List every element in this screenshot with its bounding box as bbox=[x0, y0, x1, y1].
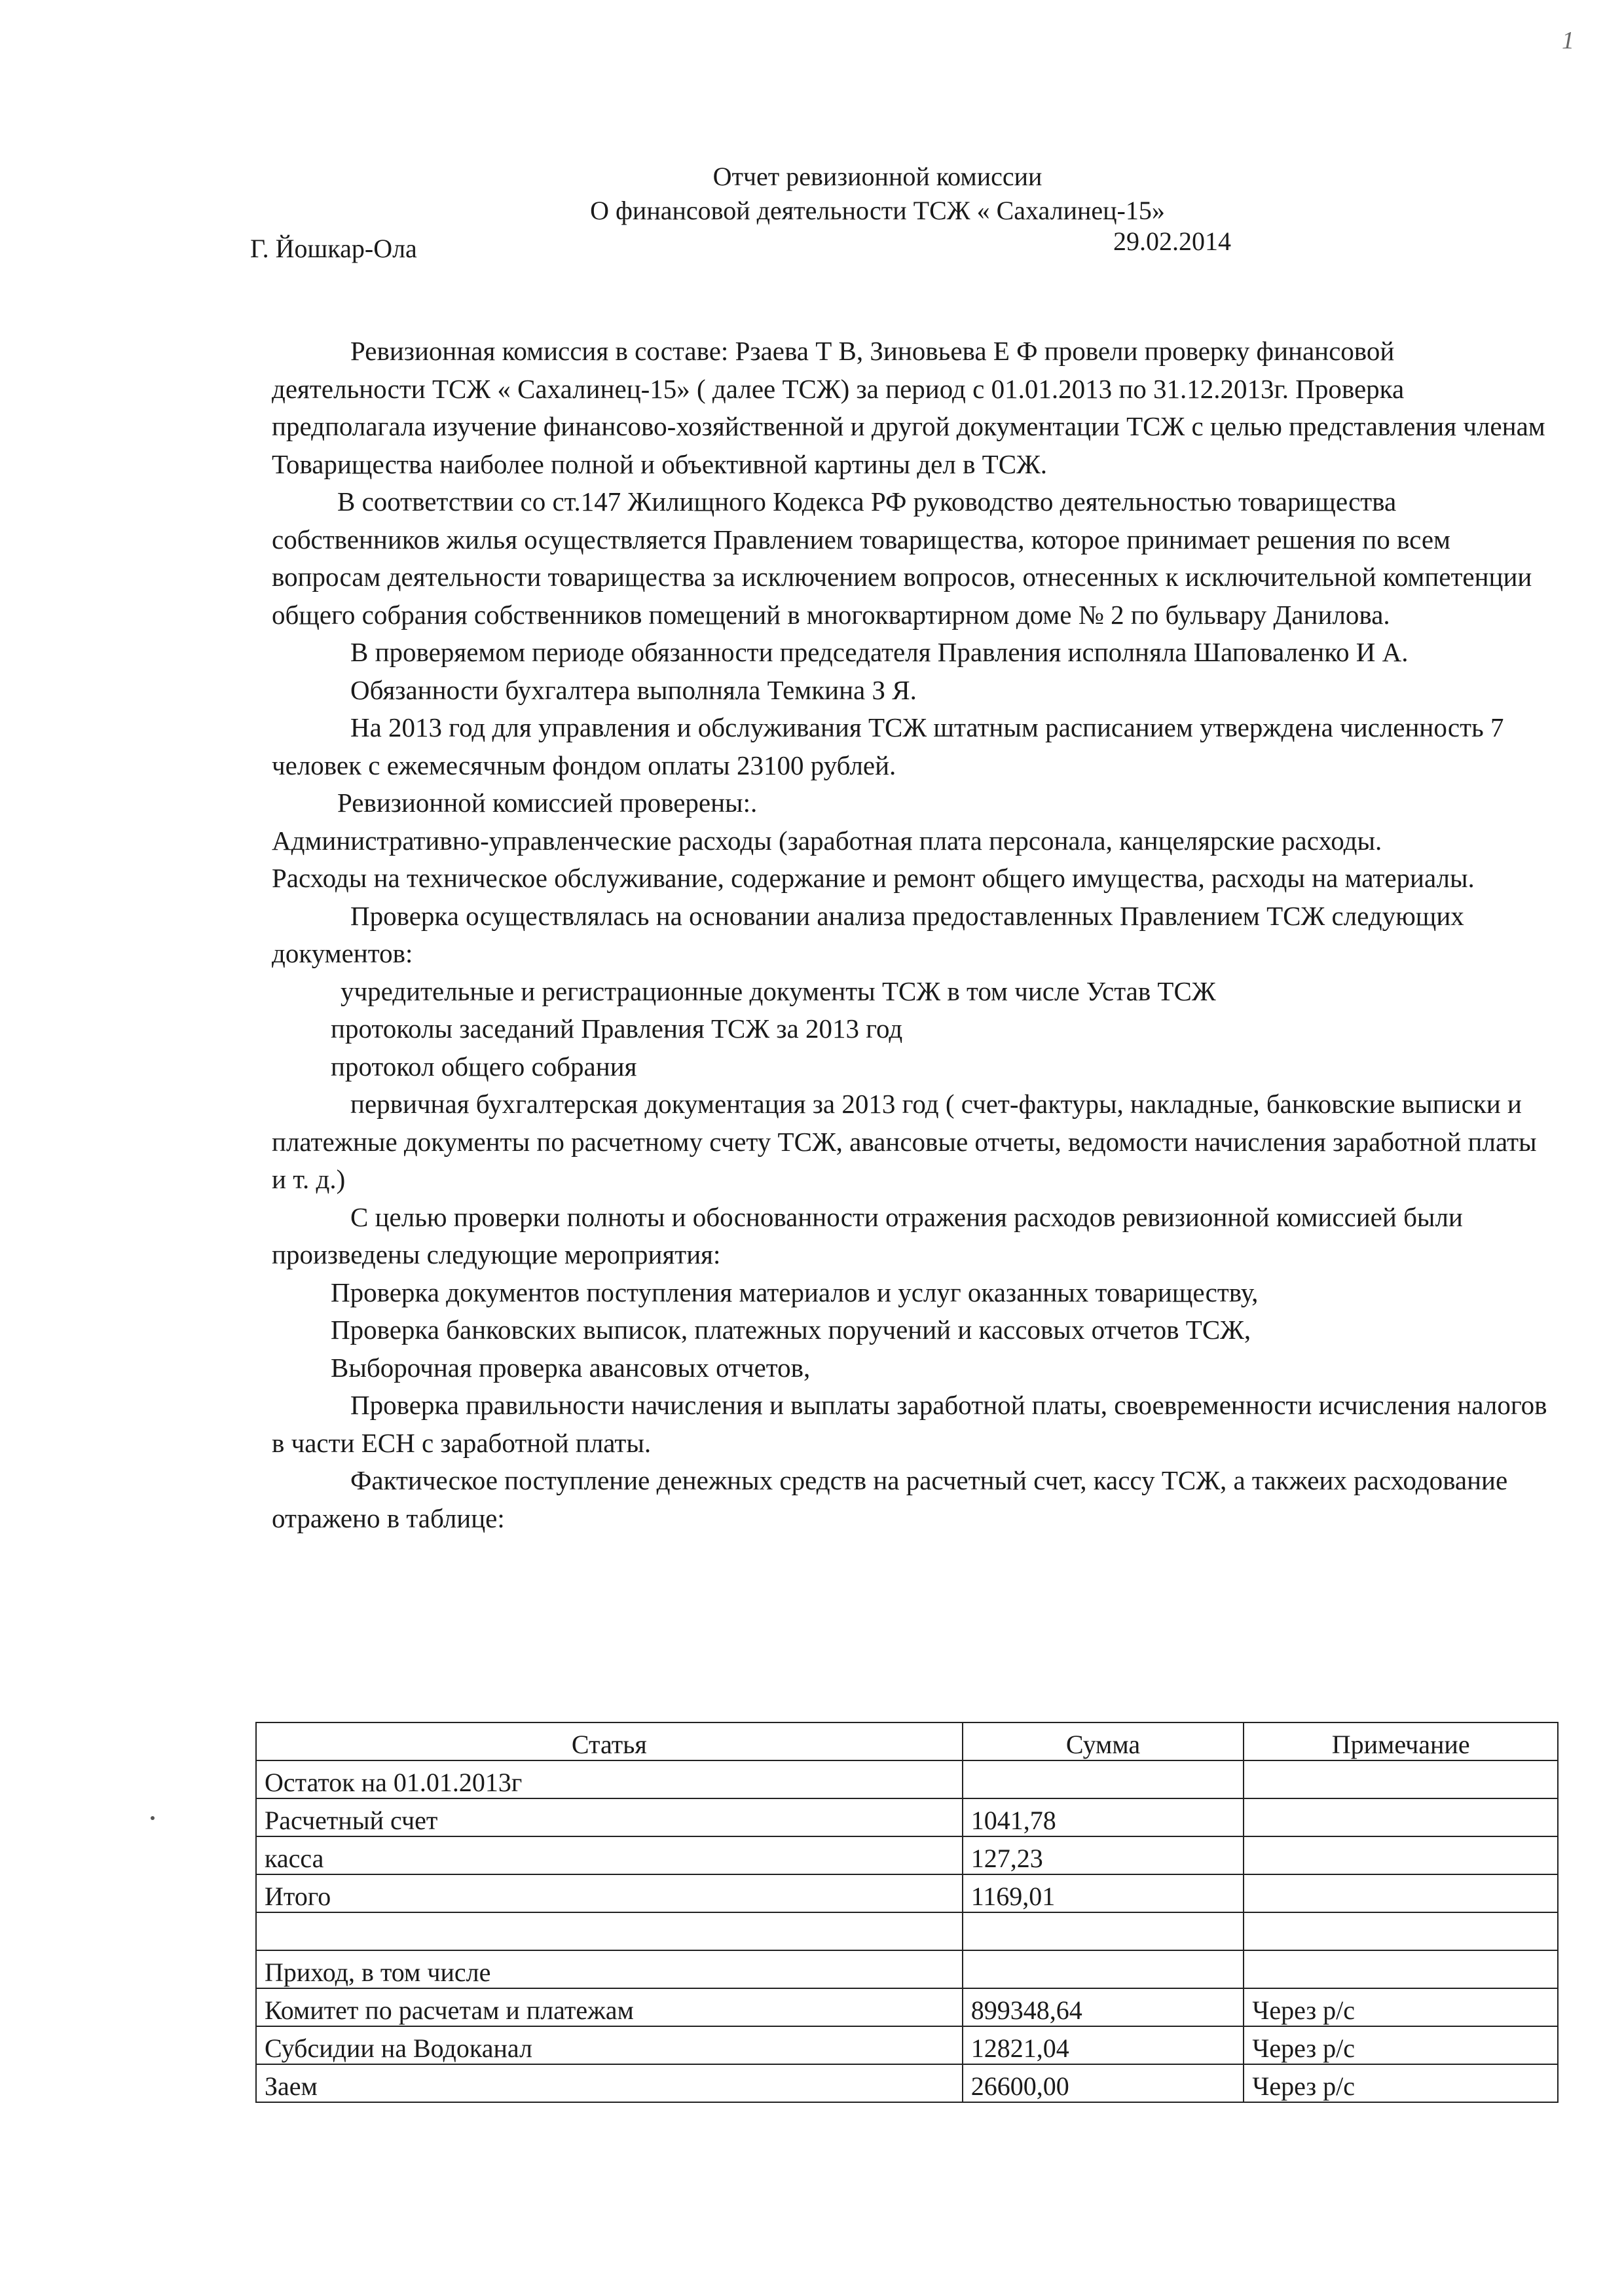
cell-article: Комитет по расчетам и платежам bbox=[256, 1988, 963, 2026]
table-header-row bbox=[256, 1722, 1558, 1760]
list-item: Выборочная проверка авансовых отчетов, bbox=[331, 1352, 811, 1383]
financial-table bbox=[255, 1722, 1559, 2103]
table-row bbox=[256, 1836, 1558, 1874]
cell-article: Остаток на 01.01.2013г bbox=[256, 1760, 963, 1798]
cell-amount bbox=[963, 1950, 1244, 1988]
city: Г. Йошкар-Ола bbox=[250, 234, 417, 263]
cell-article: Заем bbox=[256, 2064, 963, 2102]
paragraph: Административно-управленческие расходы (заработная плата персонала, канцелярские расходы. bbox=[272, 825, 1382, 856]
paragraph: Проверка осуществлялась на основании анализа предоставленных Правлением ТСЖ следующих документов: bbox=[272, 900, 1464, 968]
paragraph: Ревизионной комиссией проверены:. bbox=[337, 788, 758, 818]
paragraph: В проверяемом периоде обязанности председателя Правления исполняла Шаповаленко И А. bbox=[350, 637, 1409, 667]
cell-article: Субсидии на Водоканал bbox=[256, 2026, 963, 2064]
cell-amount bbox=[963, 1912, 1244, 1950]
list-item: Проверка банковских выписок, платежных поручений и кассовых отчетов ТСЖ, bbox=[331, 1315, 1251, 1345]
cell-article: Расчетный счет bbox=[256, 1798, 963, 1836]
cell-note bbox=[1244, 1912, 1558, 1950]
paragraph: В соответствии со ст.147 Жилищного Кодекса РФ руководство деятельностью товарищества собственников жилья осуществляется Правлением товарищества, которое принимает решения по всем вопросам деятельности товарищества за исключением вопросов, отнесенных к исключительной компетенции общего собрания собственников помещений в многоквартирном доме № 2 по бульвару Данилова. bbox=[272, 486, 1532, 630]
report-date: 29.02.2014 bbox=[1113, 227, 1231, 256]
column-header-note: Примечание bbox=[1244, 1722, 1558, 1760]
table-row bbox=[256, 1988, 1558, 2026]
cell-note bbox=[1244, 1874, 1558, 1912]
table-row bbox=[256, 1760, 1558, 1798]
table-row-total bbox=[256, 1874, 1558, 1912]
paragraph: С целью проверки полноты и обоснованности отражения расходов ревизионной комиссией были произведены следующие мероприятия: bbox=[272, 1201, 1463, 1269]
cell-note bbox=[1244, 1798, 1558, 1836]
paragraph: Фактическое поступление денежных средств на расчетный счет, кассу ТСЖ, а такжеих расходование отражено в таблице: bbox=[272, 1465, 1508, 1533]
page-mark: 1 bbox=[1562, 27, 1574, 54]
paragraph: Ревизионная комиссия в составе: Рзаева Т В, Зиновьева Е Ф провели проверку финансовой деятельности ТСЖ « Сахалинец-15» ( далее ТСЖ) за период с 01.01.2013 по 31.12.2013г. Проверка предполагала изучение финансово-хозяйственной и другой документации ТСЖ с целью представления членам Товарищества наиболее полной и объективной картины дел в ТСЖ. bbox=[272, 336, 1545, 479]
cell-note: Через р/с bbox=[1244, 1988, 1558, 2026]
cell-note bbox=[1244, 1836, 1558, 1874]
table-row-empty bbox=[256, 1912, 1558, 1950]
paragraph: Расходы на техническое обслуживание, содержание и ремонт общего имущества, расходы на материалы. bbox=[272, 863, 1475, 893]
report-title: Отчет ревизионной комиссии bbox=[712, 162, 1043, 191]
cell-amount: 127,23 bbox=[963, 1836, 1244, 1874]
cell-article: Приход, в том числе bbox=[256, 1950, 963, 1988]
list-item: учредительные и регистрационные документы ТСЖ в том числе Устав ТСЖ bbox=[341, 975, 1216, 1006]
table-row bbox=[256, 2026, 1558, 2064]
column-header-article: Статья bbox=[256, 1722, 963, 1760]
cell-amount: 899348,64 bbox=[963, 1988, 1244, 2026]
cell-article: Итого bbox=[256, 1874, 963, 1912]
cell-article: касса bbox=[256, 1836, 963, 1874]
cell-amount: 1169,01 bbox=[963, 1874, 1244, 1912]
list-item: протоколы заседаний Правления ТСЖ за 2013 год bbox=[331, 1013, 903, 1044]
table-row bbox=[256, 1798, 1558, 1836]
cell-amount: 1041,78 bbox=[963, 1798, 1244, 1836]
list-item: Проверка документов поступления материалов и услуг оказанных товариществу, bbox=[331, 1277, 1259, 1307]
cell-note bbox=[1244, 1950, 1558, 1988]
cell-article bbox=[256, 1912, 963, 1950]
cell-note: Через р/с bbox=[1244, 2064, 1558, 2102]
table-row bbox=[256, 2064, 1558, 2102]
cell-note bbox=[1244, 1760, 1558, 1798]
paragraph: Обязанности бухгалтера выполняла Темкина З Я. bbox=[350, 674, 917, 705]
scan-speck bbox=[151, 1816, 155, 1820]
cell-amount: 26600,00 bbox=[963, 2064, 1244, 2102]
table-row-section bbox=[256, 1950, 1558, 1988]
paragraph: На 2013 год для управления и обслуживания ТСЖ штатным расписанием утверждена численность 7 человек с ежемесячным фондом оплаты 23100 рублей. bbox=[272, 712, 1504, 780]
list-item: Проверка правильности начисления и выплаты заработной платы, своевременности исчисления налогов в части ЕСН с заработной платы. bbox=[272, 1390, 1547, 1458]
report-body bbox=[272, 333, 1549, 1537]
list-item: протокол общего собрания bbox=[331, 1051, 637, 1082]
column-header-amount: Сумма bbox=[963, 1722, 1244, 1760]
cell-amount: 12821,04 bbox=[963, 2026, 1244, 2064]
cell-note: Через р/с bbox=[1244, 2026, 1558, 2064]
cell-amount bbox=[963, 1760, 1244, 1798]
report-subtitle: О финансовой деятельности ТСЖ « Сахалинец-15» bbox=[590, 196, 1165, 225]
list-item: первичная бухгалтерская документация за 2013 год ( счет-фактуры, накладные, банковские выписки и платежные документы по расчетному счету ТСЖ, авансовые отчеты, ведомости начисления заработной платы и т. д.) bbox=[272, 1089, 1537, 1194]
